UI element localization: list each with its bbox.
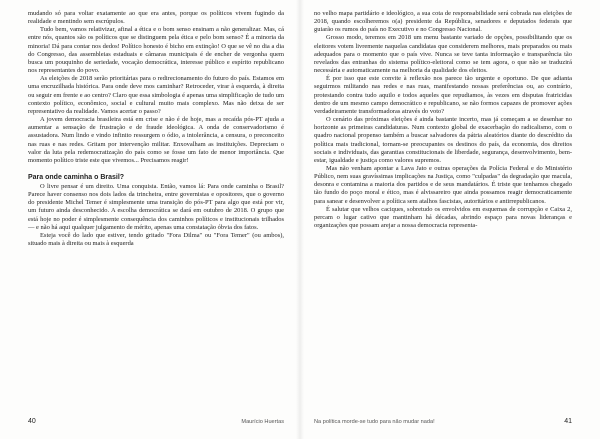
section-heading: Para onde caminha o Brasil? [28,173,125,181]
running-footer: Maurício Huertas [241,419,284,425]
paragraph: É salutar que velhos caciques, sobretudo os envolvidos em esquemas de corrupção e Caixa 2, percam o lugar cativo que mantinham há décadas, abrindo espaço para novas lideranças e organizações que possam arejar a nossa democracia representa- [314,205,572,230]
paragraph: Tudo bem, vamos relativizar, afinal a ética e o bom senso ensinam a não generalizar. Mas, cá entre nós, quantos são os políticos que se distinguem pela ética e pelo bom senso? É a minoria da minoria! Dá para contar nos dedos! Político honesto é bicho em extinção! O que se vê no dia a dia do Congresso, das assembleias estaduais e câmaras municipais é de encher de vergonha quem busca um pouquinho de seriedade, vocação democrática, interesse público e espírito republicano nos representantes do povo. [28,26,284,75]
paragraph: É por isso que este convite à reflexão nos parece tão urgente e oportuno. De que adianta seguirmos militando nas redes e nas ruas, manifestando nossas preferências ou, ao contrário, protestando contra tudo aquilo e todos aqueles que repudiamos, às vezes em disputas fratricidas dentro de um mesmo campo democrático e republicano, se não formos capazes de promover ações verdadeiramente transformadoras através do voto? [314,75,572,115]
paragraph: Esteja você do lado que estiver, tendo gritado "Fora Dilma" ou "Fora Temer" (ou ambos), situado mais à direita ou mais à esquerda [28,231,284,248]
right-page [300,0,600,439]
paragraph: Mas não venham apontar a Lava Jato e outras operações da Polícia Federal e do Ministério Público, nem suas gravíssimas implicações na Justiça, como "culpadas" da degradação que macula, desonra e contamina a maioria dos partidos e de seus mandatários. É triste que tenhamos chegado tão fundo do poço moral e ético, mas é alvissareiro que ainda possamos reagir democraticamente para sanear e desenvolver a política sem atalhos fascistas, autoritários e antirrepublicanos. [314,164,572,205]
paragraph: A jovem democracia brasileira está em crise e não é de hoje, mas a recaída pós-PT ajuda a aumentar a sensação de frustração e de fraude ideológica. A onda de conservadorismo é assustadora. Num lindo e vindo infinito ressurgem o ódio, a intolerância, a censura, o preconceito nas ruas e nas redes. Gritam por intervenção militar. Enxovalham as instituições. Depreciam o valor da luta pela redemocratização do país como se fosse um fato de menor importância. Que momento político triste este que vivemos... Precisamos reagir! [28,116,284,164]
paragraph: Grosso modo, teremos em 2018 um menu bastante variado de opções, possibilitando que os eleitores votem livremente naquelas candidatas que considerem melhores, mais preparados ou mais adequados para o momento que o país vive. Nunca se teve tanta informação e transparência tão revelados das entranhas do sistema político-eleitoral como se tem agora, o que não se traduzirá necessária e automaticamente na melhoria da qualidade dos eleitos. [314,34,572,75]
section-gap [28,165,284,173]
running-footer: Na política morde-se tudo para não mudar nada! [314,419,435,425]
paragraph: O livre pensar é um direito. Uma conquista. Então, vamos lá: Para onde caminha o Brasil? Parece haver consenso nos dois lados da trincheira, entre governistas e opositores, que o governo do presidente Michel Temer é simplesmente uma transição do pós-PT para algo que está por vir, um futuro ainda desconhecido. A escolha democrática se dará em outubro de 2018. O grupo que está hoje no poder é simplesmente consequência dos caminhos políticos e institucionais trilhados — e não há aqui qualquer julgamento de mérito, apenas uma constatação óbvia dos fatos. [28,182,284,231]
paragraph: no velho mapa partidário e ideológico, a sua cota de responsabilidade será cobrada nas eleições de 2018, quando escolheremos o(a) presidente da República, senadores e deputados federais que guiarão os rumos do país no Executivo e no Congresso Nacional. [314,10,572,34]
paragraph: O cenário das próximas eleições é ainda bastante incerto, mas já começam a se desenhar no horizonte as primeiras candidaturas. Num contexto global de exacerbação do radicalismo, com o quadro nacional propenso também a buscar salvadores da pátria aleatórios diante do descrédito da política mais tradicional, tornam-se preocupantes os destinos do país, da economia, dos direitos sociais e individuais, das garantias constitucionais de liberdade, segurança, desenvolvimento, bem-estar, igualdade e justiça como valores supremos. [314,116,572,164]
left-page-body [28,10,284,248]
right-page-body [314,10,572,230]
paragraph: mudando só para voltar exatamente ao que era antes, porque os políticos vivem fugindo da realidade e mentindo sem escrúpulos. [28,10,284,26]
page-number: 40 [28,418,36,425]
page-number: 41 [564,418,572,425]
paragraph: As eleições de 2018 serão prioritárias para o redirecionamento do futuro do país. Estamos em uma encruzilhada histórica. Para onde deve mos caminhar? Retroceder, virar à esquerda, à direita ou seguir em frente e ao centro? Claro que essa simbologia é apenas uma simplificação de tudo um contexto político, econômico, social e cultural muito mais complexo. Mas não deixa de ser representativo da realidade. Vamos acertar o passo? [28,75,284,115]
